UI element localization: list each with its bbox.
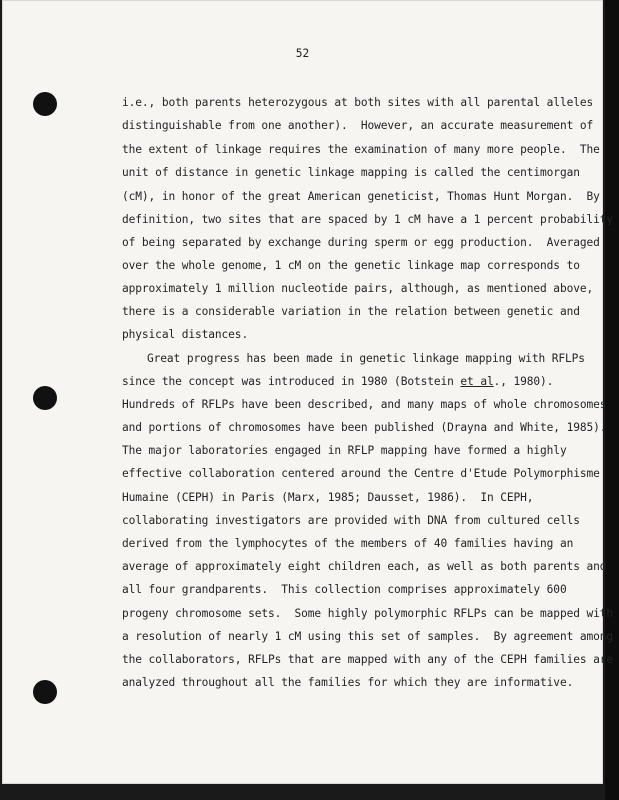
page-number: 52 <box>295 47 310 60</box>
text-line: progeny chromosome sets. Some highly polymorphic RFLPs can be mapped with <box>122 607 614 620</box>
scan-border <box>605 0 619 800</box>
punch-hole-bottom <box>33 680 57 704</box>
text-line: derived from the lymphocytes of the members of 40 families having an <box>122 537 574 550</box>
text-line: analyzed throughout all the families for which they are informative. <box>122 676 574 689</box>
text-line: Hundreds of RFLPs have been described, and many maps of whole chromosomes <box>122 398 607 411</box>
text-line: (cM), in honor of the great American geneticist, Thomas Hunt Morgan. By <box>122 190 600 203</box>
text-line: i.e., both parents heterozygous at both sites with all parental alleles <box>122 96 594 109</box>
text-segment: since the concept was introduced in 1980 (Botstein <box>122 375 461 388</box>
text-line: and portions of chromosomes have been published (Drayna and White, 1985). <box>122 421 607 434</box>
punch-hole-top <box>33 92 57 116</box>
text-line: there is a considerable variation in the relation between genetic and <box>122 305 580 318</box>
text-line: a resolution of nearly 1 cM using this set of samples. By agreement among <box>122 630 614 643</box>
text-line: of being separated by exchange during sperm or egg production. Averaged <box>122 236 600 249</box>
text-line <box>122 375 553 388</box>
text-line: definition, two sites that are spaced by 1 cM have a 1 percent probability <box>122 213 614 226</box>
text-line: the collaborators, RFLPs that are mapped with any of the CEPH families are <box>122 653 614 666</box>
text-line: Humaine (CEPH) in Paris (Marx, 1985; Dausset, 1986). In CEPH, <box>122 491 534 504</box>
text-line: unit of distance in genetic linkage mapping is called the centimorgan <box>122 166 580 179</box>
text-line: distinguishable from one another). However, an accurate measurement of <box>122 119 594 132</box>
text-line: all four grandparents. This collection comprises approximately 600 <box>122 583 567 596</box>
text-line: average of approximately eight children each, as well as both parents and <box>122 560 607 573</box>
text-line: collaborating investigators are provided with DNA from cultured cells <box>122 514 580 527</box>
text-segment: ., 1980). <box>493 375 554 388</box>
text-line: The major laboratories engaged in RFLP mapping have formed a highly <box>122 444 567 457</box>
punch-hole-middle <box>33 386 57 410</box>
text-line: physical distances. <box>122 328 249 341</box>
document-page <box>2 0 614 784</box>
text-line: effective collaboration centered around the Centre d'Etude Polymorphisme <box>122 467 600 480</box>
citation-emphasis: et al <box>460 375 494 388</box>
text-line: approximately 1 million nucleotide pairs, although, as mentioned above, <box>122 282 594 295</box>
text-line: over the whole genome, 1 cM on the genetic linkage map corresponds to <box>122 259 580 272</box>
text-line: the extent of linkage requires the examination of many more people. The <box>122 143 600 156</box>
text-line: Great progress has been made in genetic linkage mapping with RFLPs <box>147 352 585 365</box>
